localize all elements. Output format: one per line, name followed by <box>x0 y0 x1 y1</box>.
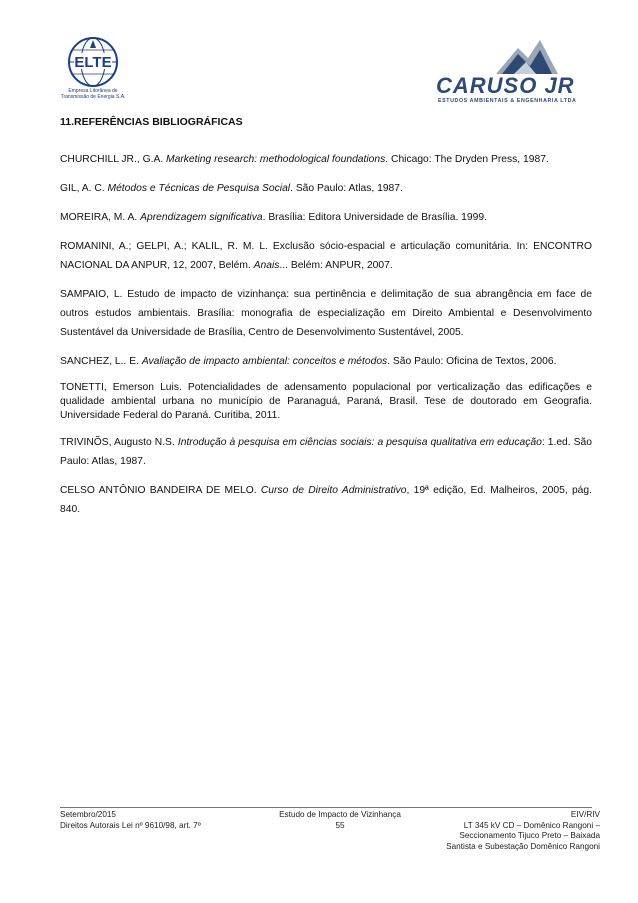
elte-globe-logo-icon <box>66 36 120 88</box>
footer-project-line: Seccionamento Tijuco Preto – Baixada <box>459 831 600 840</box>
elte-logo <box>58 36 128 104</box>
mountain-logo-icon <box>496 36 558 76</box>
footer-copyright: Direitos Autorais Lei nº 9610/98, art. 7º <box>60 820 201 830</box>
reference-item: SAMPAIO, L. Estudo de impacto de vizinhança: sua pertinência e delimitação de sua abrangência em face de outros estudos ambientais. Brasília: monografia de especialização em Direito Ambiental e Desenvolvimento Sustentável da Universidade de Brasília, Centro de Desenvolvimento Sustentável, 2005. <box>60 289 592 338</box>
section-title: 11.REFERÊNCIAS BIBLIOGRÁFICAS <box>60 116 243 128</box>
footer-project-line: LT 345 kV CD – Domênico Rangoni – <box>463 820 600 830</box>
reference-item: CHURCHILL JR., G.A. Marketing research: methodological foundations. Chicago: The Dryden Press, 1987. <box>60 154 549 165</box>
caruso-logo-text: CARUSO JR <box>436 73 575 98</box>
elte-logo-text: ELTE <box>74 54 112 71</box>
reference-item: TONETTI, Emerson Luis. Potencialidades de adensamento populacional por verticalização das edificações e qualidade ambiental urbana no município de Paranaguá, Paraná, Brasil. Tese de doutorado em Geografia. Universidade Federal do Paraná. Curitiba, 2011. <box>60 382 592 421</box>
footer-doc-code: EIV/RIV <box>570 810 600 819</box>
reference-list <box>60 150 592 529</box>
reference-item: ROMANINI, A.; GELPI, A.; KALIL, R. M. L. Exclusão sócio-espacial e articulação comunitária. In: ENCONTRO NACIONAL DA ANPUR, 12, 2007, Belém. Anais... Belém: ANPUR, 2007. <box>60 241 592 271</box>
reference-item: CELSO ANTÔNIO BANDEIRA DE MELO. Curso de Direito Administrativo, 19ª edição, Ed. Malheiros, 2005, pág. 840. <box>60 485 592 515</box>
reference-item: MOREIRA, M. A. Aprendizagem significativa. Brasília: Editora Universidade de Brasília. 1999. <box>60 212 487 223</box>
footer-project-line: Santista e Subestação Domênico Rangoni <box>446 841 600 851</box>
footer-left <box>60 810 201 831</box>
footer-center <box>260 810 420 831</box>
reference-item: TRIVINÕS, Augusto N.S. Introdução à pesquisa em ciências sociais: a pesquisa qualitativa em educação: 1.ed. São Paulo: Atlas, 1987. <box>60 437 592 467</box>
reference-item: GIL, A. C. Métodos e Técnicas de Pesquisa Social. São Paulo: Atlas, 1987. <box>60 183 403 194</box>
caruso-logo-tagline: ESTUDOS AMBIENTAIS & ENGENHARIA LTDA <box>438 98 577 104</box>
caruso-logo <box>436 36 600 106</box>
footer-document-title: Estudo de Impacto de Vizinhança <box>279 810 401 819</box>
reference-item: SANCHEZ, L.. E. Avaliação de impacto ambiental: conceitos e métodos. São Paulo: Oficina de Textos, 2006. <box>60 356 557 367</box>
footer-divider <box>60 807 592 808</box>
elte-logo-subtitle: Empresa Litorânea de Transmissão de Energia S.A. <box>60 88 126 100</box>
page-number: 55 <box>335 820 345 830</box>
footer-right <box>446 810 600 852</box>
footer-date: Setembro/2015 <box>60 810 116 819</box>
